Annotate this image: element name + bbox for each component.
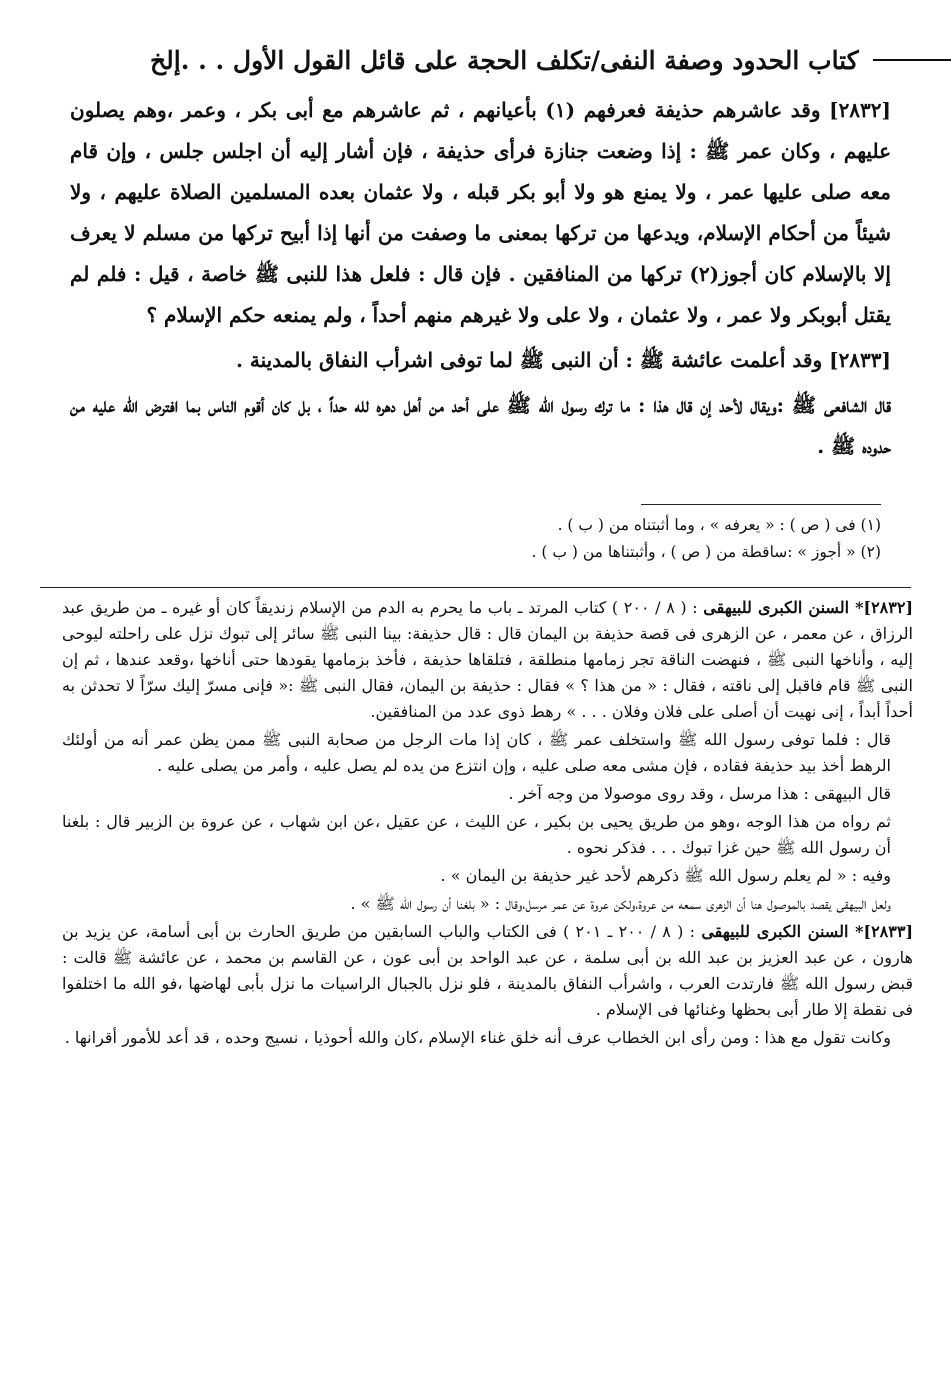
ref-heading: [٢٨٣٣]* السنن الكبرى للبيهقى [701,922,914,941]
footnotes [90,512,881,566]
ref-text: : ( ٨ / ٢٠٠ ) كتاب المرتد ـ باب ما يحرم به الدم من الإسلام زنديقاً كان أو غيره ـ من طريق عبد الرزاق ، عن معمر ، عن الزهرى فى قصة حذيفة بن اليمان قال : قال حذيفة: بينا النبى ﷺ سائر إلى تبوك نزل على راحلته ليوحى إليه ، وأناخها النبى ﷺ ، فنهضت الناقة تجر زمامها منطلقة ، فتلقاها حذيفة ، فأخذ بزمامها يقودها حتى أناخها ،وقعد عندها ، ثم إن النبى ﷺ قام فاقبل إلى ناقته ، فقال : « من هذا ؟ » فقال : حذيفة بن اليمان، فقال النبى ﷺ :« فإنى مسرّ إليك سرّاً لا تحدثن به أحداً أبداً ، إنى نهيت أن أصلى على فلان وفلان . . . » رهط ذوى عدد من المنافقين. [62,598,914,721]
ref-heading: [٢٨٣٢]* السنن الكبرى للبيهقى [703,598,914,617]
header-dash [873,59,951,61]
commentary-paragraph: ولعل البيهقى يقصد بالموصول هنا أن الزهرى سمعه من عروة،ولكن عروة عن عمر مرسل،وقال : « بلغنا أن رسول الله ﷺ » . [350,894,891,913]
running-title: كتاب الحدود وصفة النفى/تكلف الحجة على قائل القول الأول . . .إلخ [150,45,859,75]
commentary-paragraph: وكانت تقول مع هذا : ومن رأى ابن الخطاب عرف أنه خلق غناء الإسلام ،كان والله أحوذيا ، نسيج وحده ، قد أعد للأمور أقرانها . [64,1028,891,1047]
commentary-ref-2833 [62,919,913,1023]
main-text [70,90,891,471]
paragraph-2832: [٢٨٣٢] وقد عاشرهم حذيفة فعرفهم (١) بأعيانهم ، ثم عاشرهم مع أبى بكر ، وعمر ،وهم يصلون عليهم ، وكان عمر ﷺ : إذا وضعت جنازة فرأى حذيفة ، فإن أشار إليه أن اجلس جلس ، وإن قام معه صلى عليها عمر ، ولا يمنع هو ولا أبو بكر قبله ، ولا عثمان بعده المسلمين الصلاة عليهم ، ولا شيئاً من أحكام الإسلام، ويدعها من تركها بمعنى ما وصفت من أنها إذا أبيح تركها من مسلم لا يعرف إلا بالإسلام كان أجوز(٢) تركها من المنافقين . فإن قال : فلعل هذا للنبى ﷺ خاصة ، قيل : فلم لم يقتل أبوبكر ولا عمر ، ولا عثمان ، ولا على ولا غيرهم منهم أحداً ، ولم يمنعه حكم الإسلام ؟ [70,98,891,327]
commentary-paragraph: وفيه : « لم يعلم رسول الله ﷺ ذكرهم لأحد غير حذيفة بن اليمان » . [440,866,891,885]
commentary-ref-2832 [62,595,913,725]
commentary-paragraph: ثم رواه من هذا الوجه ،وهو من طريق يحيى بن بكير ، عن الليث ، عن عقيل ،عن ابن شهاب ، عن عروة بن الزبير قال : بلغنا أن رسول الله ﷺ حين غزا تبوك . . . فذكر نحوه . [62,812,892,857]
running-title-group [150,46,951,75]
commentary [62,595,913,1053]
footnote-divider [641,504,881,505]
paragraph-2833: [٢٨٣٣] وقد أعلمت عائشة ﷺ : أن النبى ﷺ لما توفى اشرأب النفاق بالمدينة . [235,348,891,372]
commentary-paragraph: قال : فلما توفى رسول الله ﷺ واستخلف عمر ﷺ ، كان إذا مات الرجل من صحابة النبى ﷺ ممن يظن عمر أنه من أولئك الرهط أخذ بيد حذيفة فقاده ، فإن مشى معه صلى عليه ، وإن انتزع من يده لم يصل عليه ، وأمر من يصلى عليه . [62,730,891,775]
commentary-paragraph: قال البيهقى : هذا مرسل ، وقد روى موصولا من وجه آخر . [508,784,891,803]
ref-text: : ( ٨ / ٢٠٠ ـ ٢٠١ ) فى الكتاب والباب السابقين من طريق الحارث بن أبى أسامة، عن يزيد بن هارون ، عن عبد العزيز بن عبد الله بن أبى سلمة ، عن عبد الواحد بن أبى عون ، عن القاسم بن محمد ، عن عائشة ﷺ قالت : قبض رسول الله ﷺ فارتدت العرب ، واشرأب النفاق بالمدينة ، فلو نزل بالجبال الراسيات ما نزل بأبى لهاضها ،فو الله ما اختلفوا فى نقطة إلا طار أبى بحظها وغنائها فى الإسلام . [62,922,913,1019]
paragraph-shafii: قال الشافعى ﷺ :ويقال لأحد إن قال هذا : ما ترك رسول الله ﷺ على أحد من أهل دهره لله حداً ، بل كان أقوم الناس بما افترض الله عليه من حدوده ﷺ . [70,393,891,458]
footnote-2: (٢) « أجوز » :ساقطة من ( ص ) ، وأثبتناها من ( ب ) . [531,543,881,561]
page-header [150,40,911,80]
footnote-1: (١) فى ( ص ) : « يعرفه » ، وما أثبتناه من ( ب ) . [557,516,881,534]
commentary-divider [40,587,911,588]
